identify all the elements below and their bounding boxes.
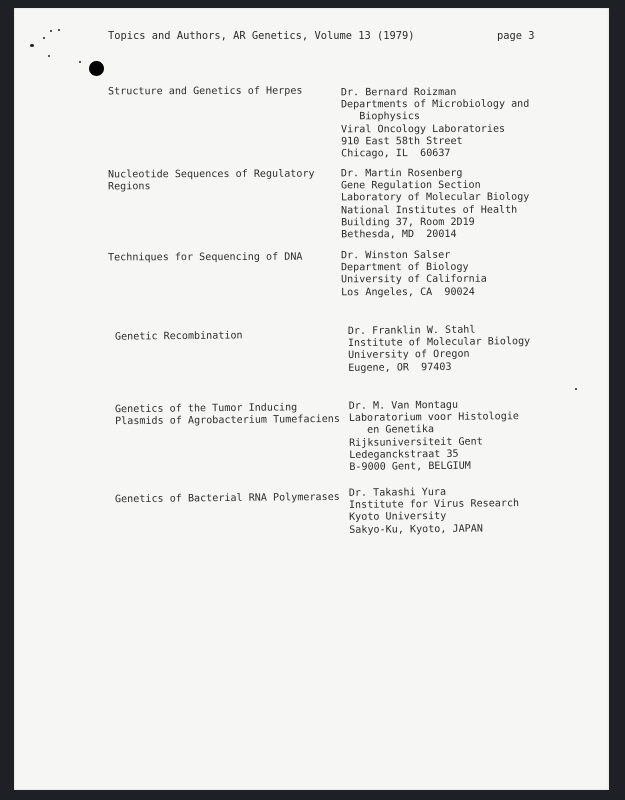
author-line: Biophysics — [340, 111, 421, 123]
topic-line: Genetic Recombination — [114, 330, 243, 343]
author-address — [349, 486, 520, 537]
author-line: Chicago, IL 60637 — [341, 147, 451, 160]
author-line: Dr. Takashi Yura — [348, 486, 447, 499]
author-line: Institute for Virus Research — [348, 498, 520, 512]
binder-hole — [89, 61, 104, 76]
author-line: Kyoto University — [349, 511, 447, 524]
page-number: page 3 — [497, 30, 535, 42]
author-line: Dr. Bernard Roizman — [340, 86, 457, 99]
author-line: Department of Biology — [340, 262, 469, 274]
topic-title — [108, 169, 315, 195]
topic-line: Genetics of the Tumor Inducing — [114, 402, 298, 416]
topic-line: Structure and Genetics of Herpes — [107, 85, 303, 98]
author-line: National Institutes of Health — [341, 204, 518, 216]
topic-line: Nucleotide Sequences of Regulatory — [107, 168, 315, 181]
author-line: University of California — [341, 274, 487, 286]
speck — [43, 37, 45, 39]
author-line: Bethesda, MD 20014 — [341, 228, 457, 241]
topic-title — [108, 252, 303, 265]
topic-line: Genetics of Bacterial RNA Polymerases — [114, 491, 340, 506]
author-line: Sakyo-Ku, Kyoto, JAPAN — [349, 523, 483, 536]
author-line: 910 East 58th Street — [341, 135, 463, 148]
author-line: B-9000 Gent, BELGIUM — [349, 460, 471, 473]
topic-title — [115, 492, 340, 507]
topic-title — [108, 86, 303, 99]
author-address — [349, 399, 520, 474]
author-line: Departments of Microbiology and — [340, 98, 530, 111]
author-line: Laboratory of Molecular Biology — [340, 192, 530, 204]
document-header-title: Topics and Authors, AR Genetics, Volume 13 (1979) — [108, 30, 415, 42]
topic-line: Techniques for Sequencing of DNA — [107, 251, 303, 264]
author-line: Gene Regulation Section — [340, 180, 481, 192]
author-line: en Genetika — [348, 424, 435, 437]
author-line: Viral Oncology Laboratories — [341, 123, 506, 135]
author-address — [341, 250, 487, 299]
author-line: Laboratorium voor Histologie — [348, 411, 520, 425]
author-line: Dr. M. Van Montagu — [348, 399, 459, 412]
author-address — [341, 168, 530, 242]
author-line: Ledeganckstraat 35 — [349, 448, 459, 461]
author-address — [348, 324, 531, 375]
author-address — [341, 87, 530, 161]
topic-line: Plasmids of Agrobacterium Tumefaciens — [115, 414, 340, 428]
author-line: University of Oregon — [348, 349, 470, 362]
topic-title — [115, 402, 340, 429]
author-line: Building 37, Room 2D19 — [341, 216, 475, 229]
author-line: Dr. Winston Salser — [340, 249, 451, 262]
speck — [48, 55, 50, 57]
author-line: Dr. Franklin W. Stahl — [347, 324, 476, 337]
author-line: Rijksuniversiteit Gent — [349, 436, 483, 449]
speck — [58, 29, 60, 31]
author-line: Dr. Martin Rosenberg — [340, 167, 463, 180]
author-line: Eugene, OR 97403 — [348, 361, 452, 374]
speck — [30, 44, 34, 47]
topic-line: Regions — [108, 181, 151, 193]
speck — [50, 30, 52, 32]
author-line: Los Angeles, CA 90024 — [341, 286, 475, 298]
topic-title — [115, 330, 243, 344]
speck — [79, 61, 81, 63]
speck — [575, 388, 577, 390]
author-line: Institute of Molecular Biology — [347, 336, 531, 350]
